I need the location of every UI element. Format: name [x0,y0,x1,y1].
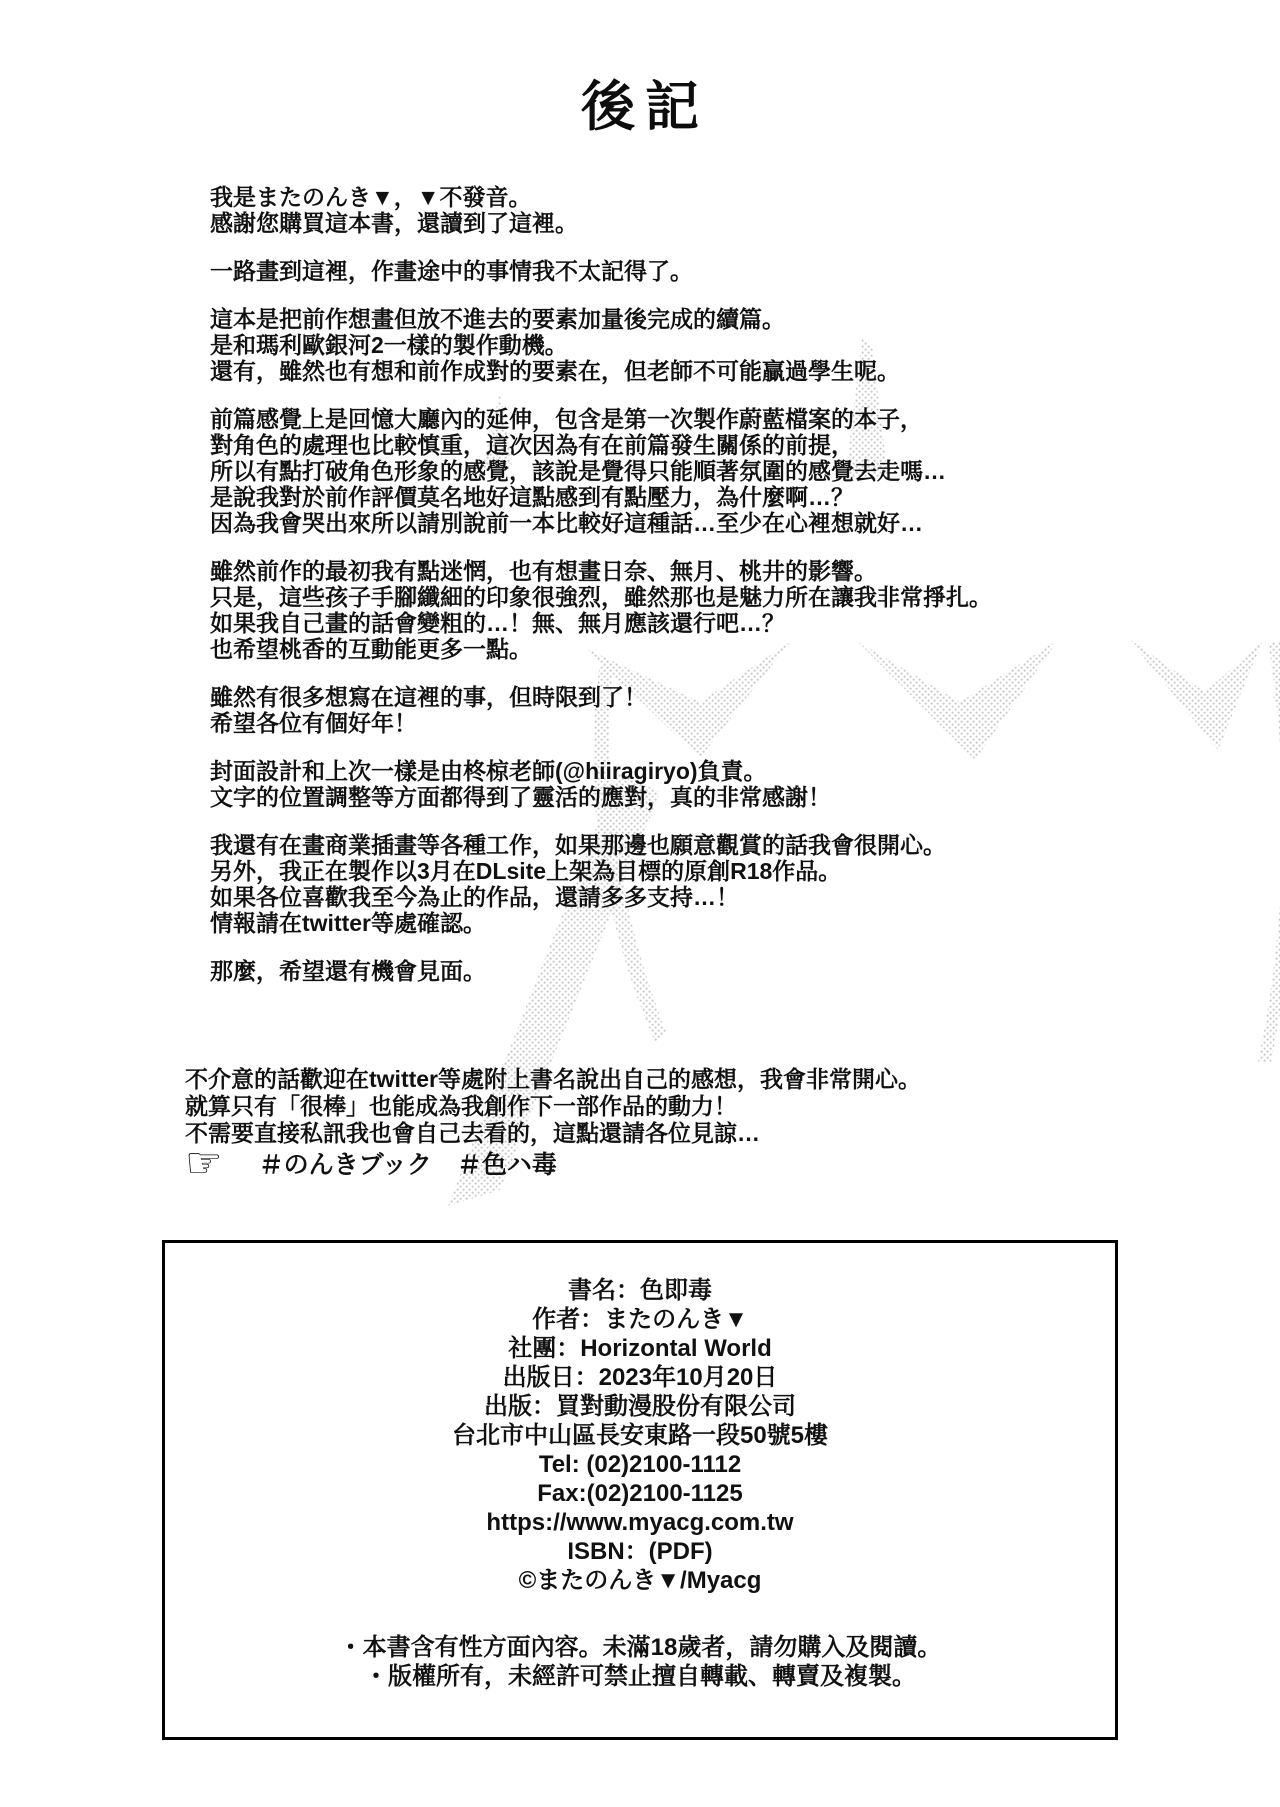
text-line: ©またのんき▼/Myacg [518,1567,762,1594]
colophon-box [162,1240,1118,1740]
page-title: 後記 [581,77,709,137]
paragraph [210,406,1170,536]
text-line: 另外，我正在製作以3月在DLsite上架為目標的原創R18作品。 [210,858,842,884]
text-line: 感謝您購買這本書，還讀到了這裡。 [210,210,578,236]
text-line: 就算只有「很棒」也能成為我創作下一部作品的動力！ [185,1093,737,1119]
text-line: 文字的位置調整等方面都得到了靈活的應對，真的非常感謝！ [210,784,831,810]
text-line: 不介意的話歡迎在twitter等處附上書名說出自己的感想，我會非常開心。 [185,1066,921,1092]
text-line: 我還有在畫商業插畫等各種工作，如果那邊也願意觀賞的話我會很開心。 [210,832,946,858]
colophon-lines [165,1276,1115,1595]
text-line: ISBN：(PDF) [567,1538,713,1565]
text-line: 不需要直接私訊我也會自己去看的，這點還請各位見諒… [185,1120,760,1146]
text-line: 只是，這些孩子手腳纖細的印象很強烈，雖然那也是魅力所在讓我非常掙扎。 [210,584,992,610]
paragraph [210,684,1170,736]
text-line: 出版日：2023年10月20日 [502,1364,778,1391]
text-line: Tel: (02)2100-1112 [538,1451,742,1478]
text-line: 也希望桃香的互動能更多一點。 [210,636,532,662]
text-line: 所以有點打破角色形象的感覺，該說是覺得只能順著氛圍的感覺去走嗎… [210,458,946,484]
text-line: 作者：またのんき▼ [532,1306,748,1333]
text-line: 希望各位有個好年！ [210,710,417,736]
text-line: 如果我自己畫的話會變粗的…！無、無月應該還行吧…？ [210,610,785,636]
paragraph [210,832,1170,936]
paragraph [210,258,1170,284]
text-line: 這本是把前作想畫但放不進去的要素加量後完成的續篇。 [210,306,785,332]
afterword-body [210,184,1170,1006]
text-line: 情報請在twitter等處確認。 [210,910,486,936]
text-line: 如果各位喜歡我至今為止的作品，還請多多支持…！ [210,884,739,910]
pointing-hand-icon: ☞ [185,1139,223,1186]
text-line: 一路畫到這裡，作畫途中的事情我不太記得了。 [210,258,693,284]
text-line: 社團：Horizontal World [508,1335,772,1362]
text-line: 我是またのんき▼，▼不發音。 [210,184,532,210]
text-line: 因為我會哭出來所以請別說前一本比較好這種話…至少在心裡想就好… [210,510,923,536]
paragraph [210,184,1170,236]
colophon-warnings [165,1633,1115,1691]
paragraph [210,958,1170,984]
text-line: 對角色的處理也比較慎重，這次因為有在前篇發生關係的前提， [210,432,854,458]
text-line: 雖然有很多想寫在這裡的事，但時限到了！ [210,684,647,710]
feedback-note [185,1066,1185,1147]
paragraph [210,758,1170,810]
text-line: 是說我對於前作評價莫名地好這點感到有點壓力，為什麼啊…？ [210,484,854,510]
hashtags: ＃のんきブック ＃色ハ毒 [258,1151,557,1179]
text-line: 封面設計和上次一樣是由柊椋老師(@hiiragiryo)負責。 [210,758,767,784]
text-line: 前篇感覺上是回憶大廳內的延伸，包含是第一次製作蔚藍檔案的本子， [210,406,923,432]
hashtag-row [185,1139,557,1186]
paragraph [210,558,1170,662]
text-line: ・版權所有，未經許可禁止擅自轉載、轉賣及複製。 [364,1663,916,1690]
text-line: https://www.myacg.com.tw [486,1509,794,1536]
text-line: 雖然前作的最初我有點迷惘，也有想畫日奈、無月、桃井的影響。 [210,558,877,584]
text-line: 還有，雖然也有想和前作成對的要素在，但老師不可能贏過學生呢。 [210,358,900,384]
text-line: 台北市中山區長安東路一段50號5樓 [451,1422,829,1449]
text-line: 那麼，希望還有機會見面。 [210,958,486,984]
text-line: ・本書含有性方面內容。未滿18歲者，請勿購入及閱讀。 [338,1634,942,1661]
text-line: 書名：色即毒 [568,1277,712,1304]
text-line: Fax:(02)2100-1125 [537,1480,743,1507]
text-line: 出版：買對動漫股份有限公司 [484,1393,796,1420]
text-line: 是和瑪利歐銀河2一樣的製作動機。 [210,332,568,358]
paragraph [210,306,1170,384]
